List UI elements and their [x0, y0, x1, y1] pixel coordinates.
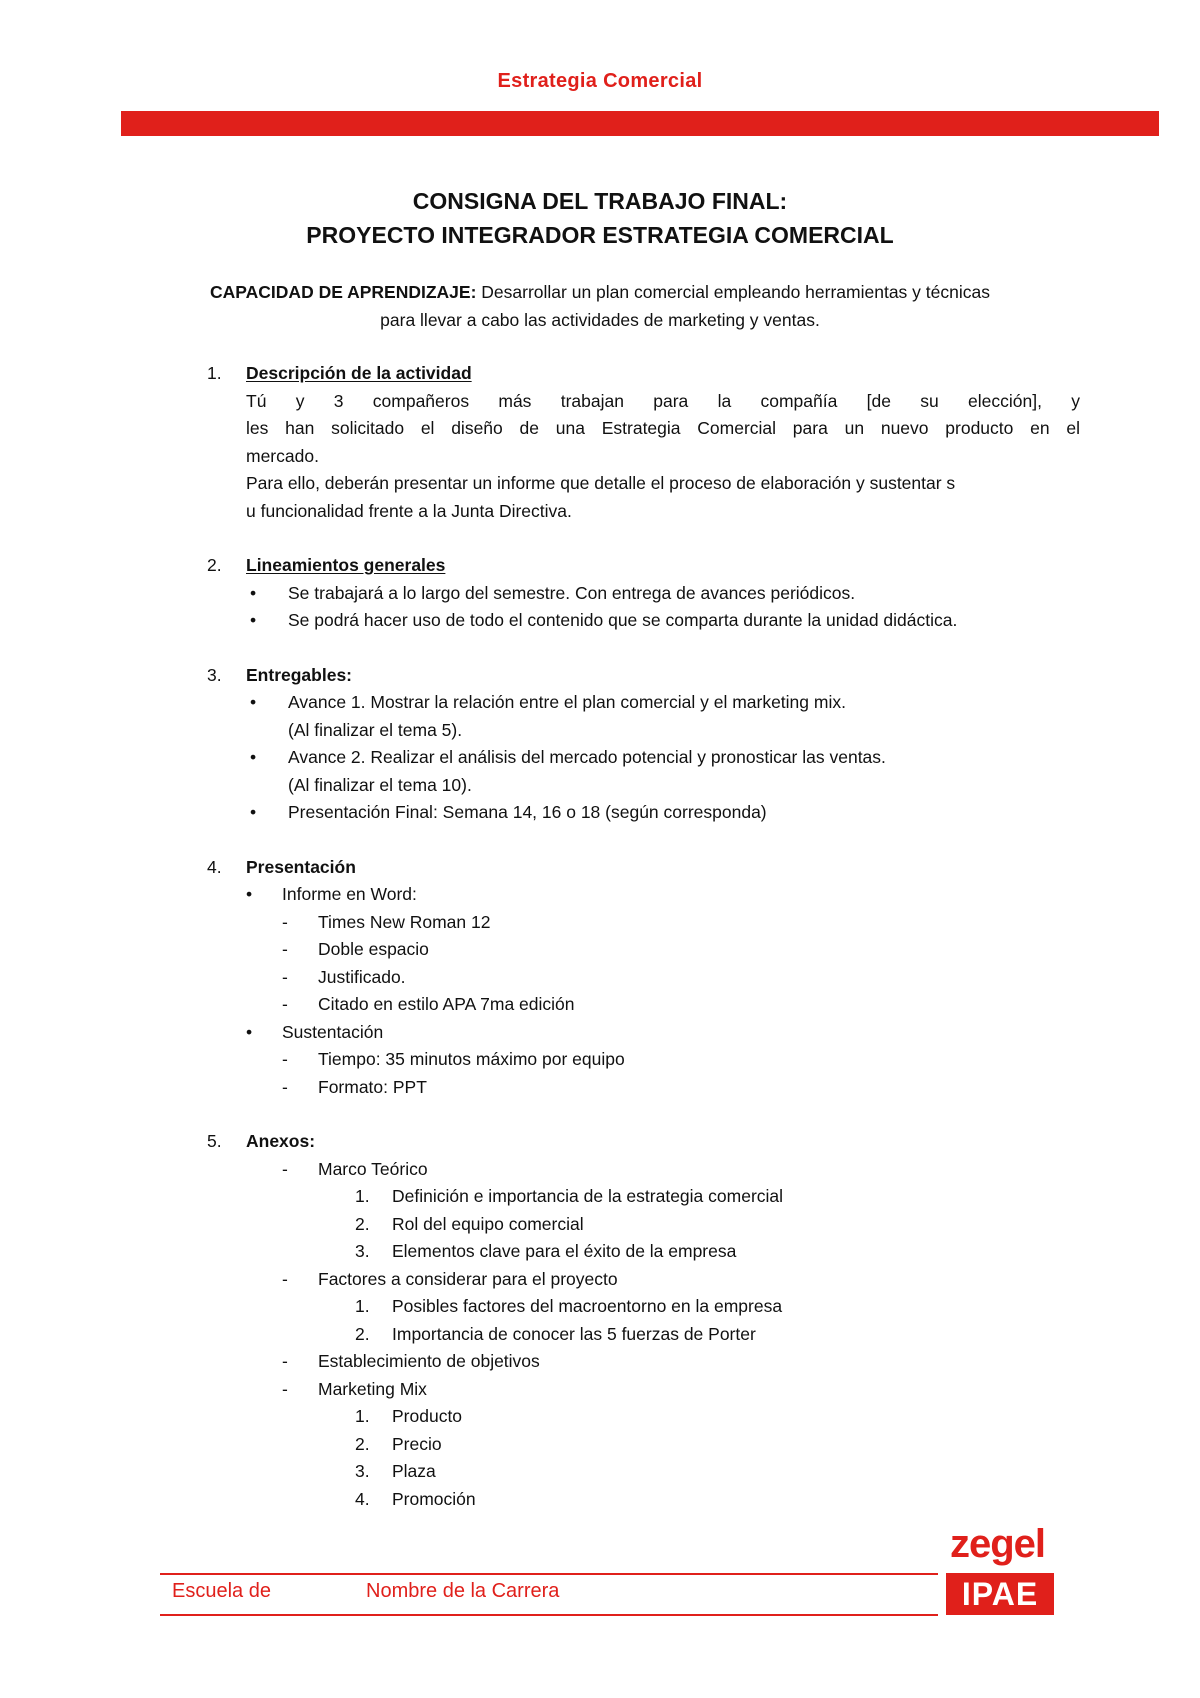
- section-title: Entregables:: [246, 664, 352, 685]
- section-descripcion: [0, 360, 1200, 525]
- section-entregables: [0, 662, 1200, 827]
- footer-divider-bottom: [160, 1614, 938, 1616]
- footer-career: Nombre de la Carrera: [366, 1580, 560, 1602]
- list-item: - Formato: PPT: [282, 1076, 427, 1097]
- list-item: • Se trabajará a lo largo del semestre. Con entrega de avances periódicos.: [0, 580, 1200, 608]
- list-item: 1. Producto: [355, 1406, 463, 1426]
- bullet-icon: •: [246, 884, 253, 904]
- list-item: • Presentación Final: Semana 14, 16 o 18 (según corresponda): [0, 799, 1200, 827]
- list-item: 1. Posibles factores del macroentorno en la empresa: [355, 1296, 783, 1316]
- list-item: 3. Plaza: [355, 1461, 436, 1481]
- footer-school: Escuela de: [172, 1580, 271, 1602]
- paragraph-line: les han solicitado el diseño de una Estrategia Comercial para un nuevo producto en el: [246, 418, 1080, 438]
- list-item: - Factores a considerar para el proyecto: [282, 1268, 618, 1289]
- bullet-icon: •: [250, 747, 257, 767]
- list-item: • Avance 2. Realizar el análisis del mercado potencial y pronosticar las ventas. (Al finalizar el tema 10).: [0, 744, 1200, 799]
- list-item: • Avance 1. Mostrar la relación entre el plan comercial y el marketing mix. (Al finalizar el tema 5).: [0, 689, 1200, 744]
- header-title: Estrategia Comercial: [497, 70, 703, 92]
- bullet-icon: •: [246, 1021, 253, 1042]
- list-item: 2. Precio: [355, 1433, 442, 1454]
- bullet-icon: •: [250, 582, 257, 603]
- header-bar: [121, 111, 1159, 136]
- document-title: [0, 184, 1200, 252]
- section-number: 5.: [207, 1131, 222, 1151]
- document-body: [0, 360, 1200, 1540]
- footer-divider-top: [160, 1573, 938, 1575]
- list-item: 1. Definición e importancia de la estrategia comercial: [355, 1186, 784, 1206]
- list-item: 4. Promoción: [355, 1488, 476, 1509]
- list-item: 3. Elementos clave para el éxito de la empresa: [355, 1241, 737, 1261]
- bullet-icon: •: [250, 692, 257, 712]
- list-item: - Marco Teórico: [282, 1158, 428, 1179]
- section-title: Lineamientos generales: [246, 555, 446, 575]
- list-item: - Establecimiento de objetivos: [282, 1351, 540, 1371]
- list-item: • Sustentación: [0, 1019, 1200, 1047]
- paragraph-line: u funcionalidad frente a la Junta Directiva.: [246, 500, 572, 521]
- section-number: 2.: [207, 555, 222, 575]
- ipae-logo: IPAE: [946, 1573, 1054, 1615]
- list-item: • Informe en Word:: [0, 881, 1200, 909]
- bullet-icon: •: [250, 610, 257, 630]
- title-line-1: CONSIGNA DEL TRABAJO FINAL:: [412, 188, 788, 214]
- section-title: Presentación: [246, 856, 356, 877]
- bullet-icon: •: [250, 802, 257, 822]
- section-lineamientos: [0, 552, 1200, 635]
- title-line-2: PROYECTO INTEGRADOR ESTRATEGIA COMERCIAL: [306, 222, 894, 248]
- list-item: - Times New Roman 12: [282, 911, 491, 932]
- section-number: 3.: [207, 664, 222, 685]
- section-title: Anexos:: [246, 1131, 316, 1151]
- section-anexos: [0, 1128, 1200, 1513]
- zegel-logo: zegel: [950, 1522, 1046, 1566]
- list-item: 2. Importancia de conocer las 5 fuerzas de Porter: [355, 1323, 756, 1344]
- section-title: Descripción de la actividad: [246, 363, 472, 383]
- capacity-text-1: Desarrollar un plan comercial empleando herramientas y técnicas: [476, 282, 990, 302]
- capacity-label: CAPACIDAD DE APRENDIZAJE:: [210, 282, 477, 302]
- list-item: 2. Rol del equipo comercial: [355, 1213, 584, 1234]
- capacity-paragraph: [175, 278, 1025, 334]
- section-presentacion: [0, 854, 1200, 1102]
- list-item: - Citado en estilo APA 7ma edición: [282, 994, 575, 1014]
- capacity-text-2: para llevar a cabo las actividades de marketing y ventas.: [380, 310, 820, 330]
- paragraph-line: mercado.: [246, 445, 319, 466]
- list-item: - Justificado.: [282, 966, 406, 987]
- section-number: 4.: [207, 856, 222, 877]
- list-item: • Se podrá hacer uso de todo el contenido que se comparta durante la unidad didáctica.: [0, 607, 1200, 635]
- section-number: 1.: [207, 363, 222, 383]
- paragraph-line: Para ello, deberán presentar un informe que detalle el proceso de elaboración y sustentar s: [246, 473, 956, 493]
- list-item: - Tiempo: 35 minutos máximo por equipo: [282, 1049, 625, 1069]
- list-item: - Marketing Mix: [282, 1378, 427, 1399]
- paragraph-line: Tú y 3 compañeros más trabajan para la compañía [de su elección], y: [246, 390, 1080, 411]
- list-item: - Doble espacio: [282, 939, 429, 959]
